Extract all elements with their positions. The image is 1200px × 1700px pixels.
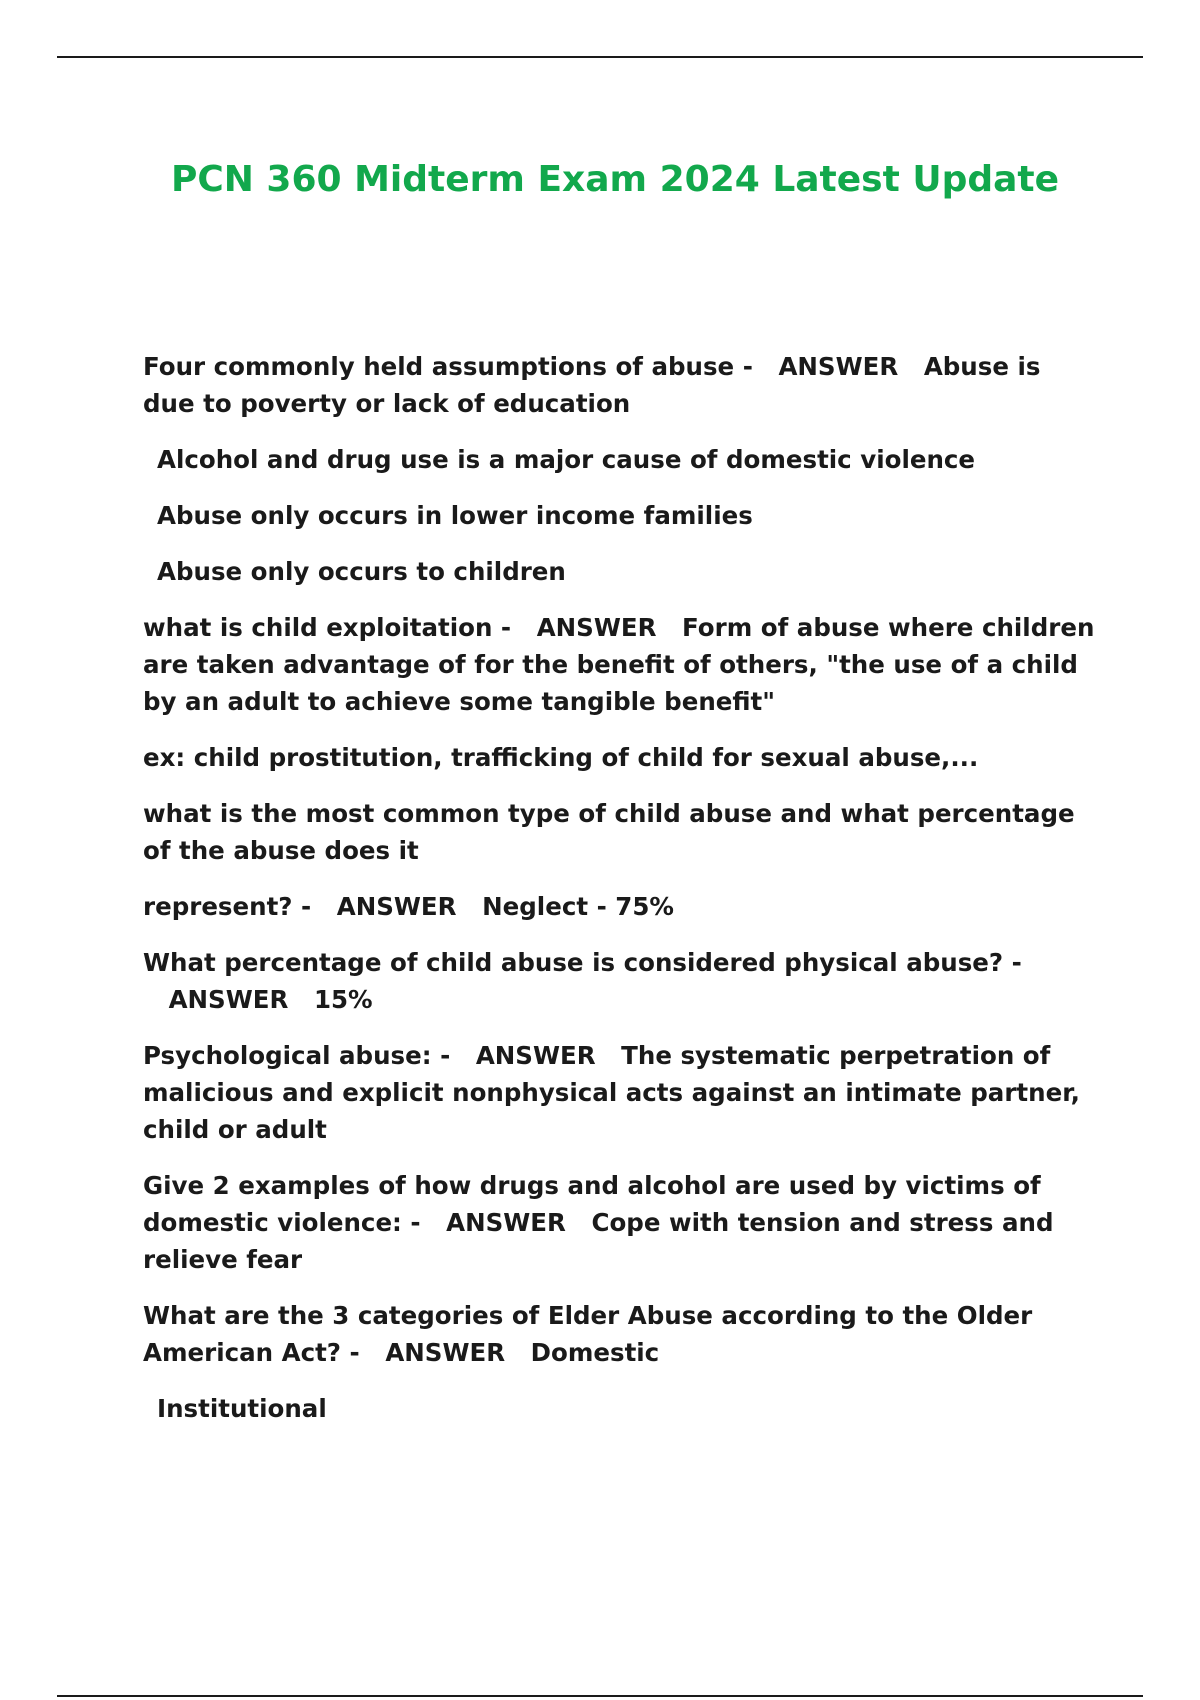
answer-label: ANSWER <box>336 892 457 921</box>
list-item: Abuse only occurs in lower income families <box>157 501 753 530</box>
qa-entry <box>143 1037 1098 1148</box>
answer-text: 15% <box>313 985 373 1014</box>
bottom-rule <box>57 1695 1143 1697</box>
list-item: Alcohol and drug use is a major cause of domestic violence <box>157 445 976 474</box>
qa-entry <box>143 1297 1098 1371</box>
answer-label: ANSWER <box>446 1208 566 1237</box>
question-text: Give 2 examples of how drugs and alcohol are used by victims of domestic violence: - <box>143 1171 1041 1237</box>
answer-text: The systematic perpetration of malicious and explicit nonphysical acts against an intimate partner, child or adult <box>143 1041 1080 1144</box>
list-item: Institutional <box>157 1394 327 1423</box>
answer-text: Cope with tension and stress and relieve fear <box>143 1208 1054 1274</box>
answer-text: Neglect - 75% <box>482 892 674 921</box>
text-line: ex: child prostitution, trafficking of child for sexual abuse,... <box>143 743 979 772</box>
qa-entry <box>143 609 1098 720</box>
question-text: represent? - <box>143 892 312 921</box>
answer-label: ANSWER <box>385 1338 506 1367</box>
top-rule <box>57 56 1143 58</box>
qa-entry <box>143 348 1098 422</box>
page-title: PCN 360 Midterm Exam 2024 Latest Update <box>170 159 1060 200</box>
question-text: Psychological abuse: - <box>143 1041 451 1070</box>
qa-entry <box>143 944 1098 1018</box>
list-item: Abuse only occurs to children <box>157 557 566 586</box>
answer-label: ANSWER <box>168 985 289 1014</box>
document-body <box>143 348 1098 1446</box>
answer-label: ANSWER <box>475 1041 596 1070</box>
answer-label: ANSWER <box>778 352 899 381</box>
answer-text: Form of abuse where children are taken advantage of for the benefit of others, "the use of a child by an adult to achieve some tangible benefit" <box>143 613 1095 716</box>
question-text: What are the 3 categories of Elder Abuse according to the Older American Act? - <box>143 1301 1033 1367</box>
answer-label: ANSWER <box>536 613 657 642</box>
qa-entry <box>143 1167 1098 1278</box>
question-text: What percentage of child abuse is considered physical abuse? - <box>143 948 1022 977</box>
question-text: what is child exploitation - <box>143 613 512 642</box>
text-line: what is the most common type of child abuse and what percentage of the abuse does it <box>143 799 1075 865</box>
answer-text: Domestic <box>530 1338 660 1367</box>
answer-text: Abuse is due to poverty or lack of education <box>143 352 1041 418</box>
question-text: Four commonly held assumptions of abuse - <box>143 352 753 381</box>
qa-entry <box>143 888 1098 925</box>
